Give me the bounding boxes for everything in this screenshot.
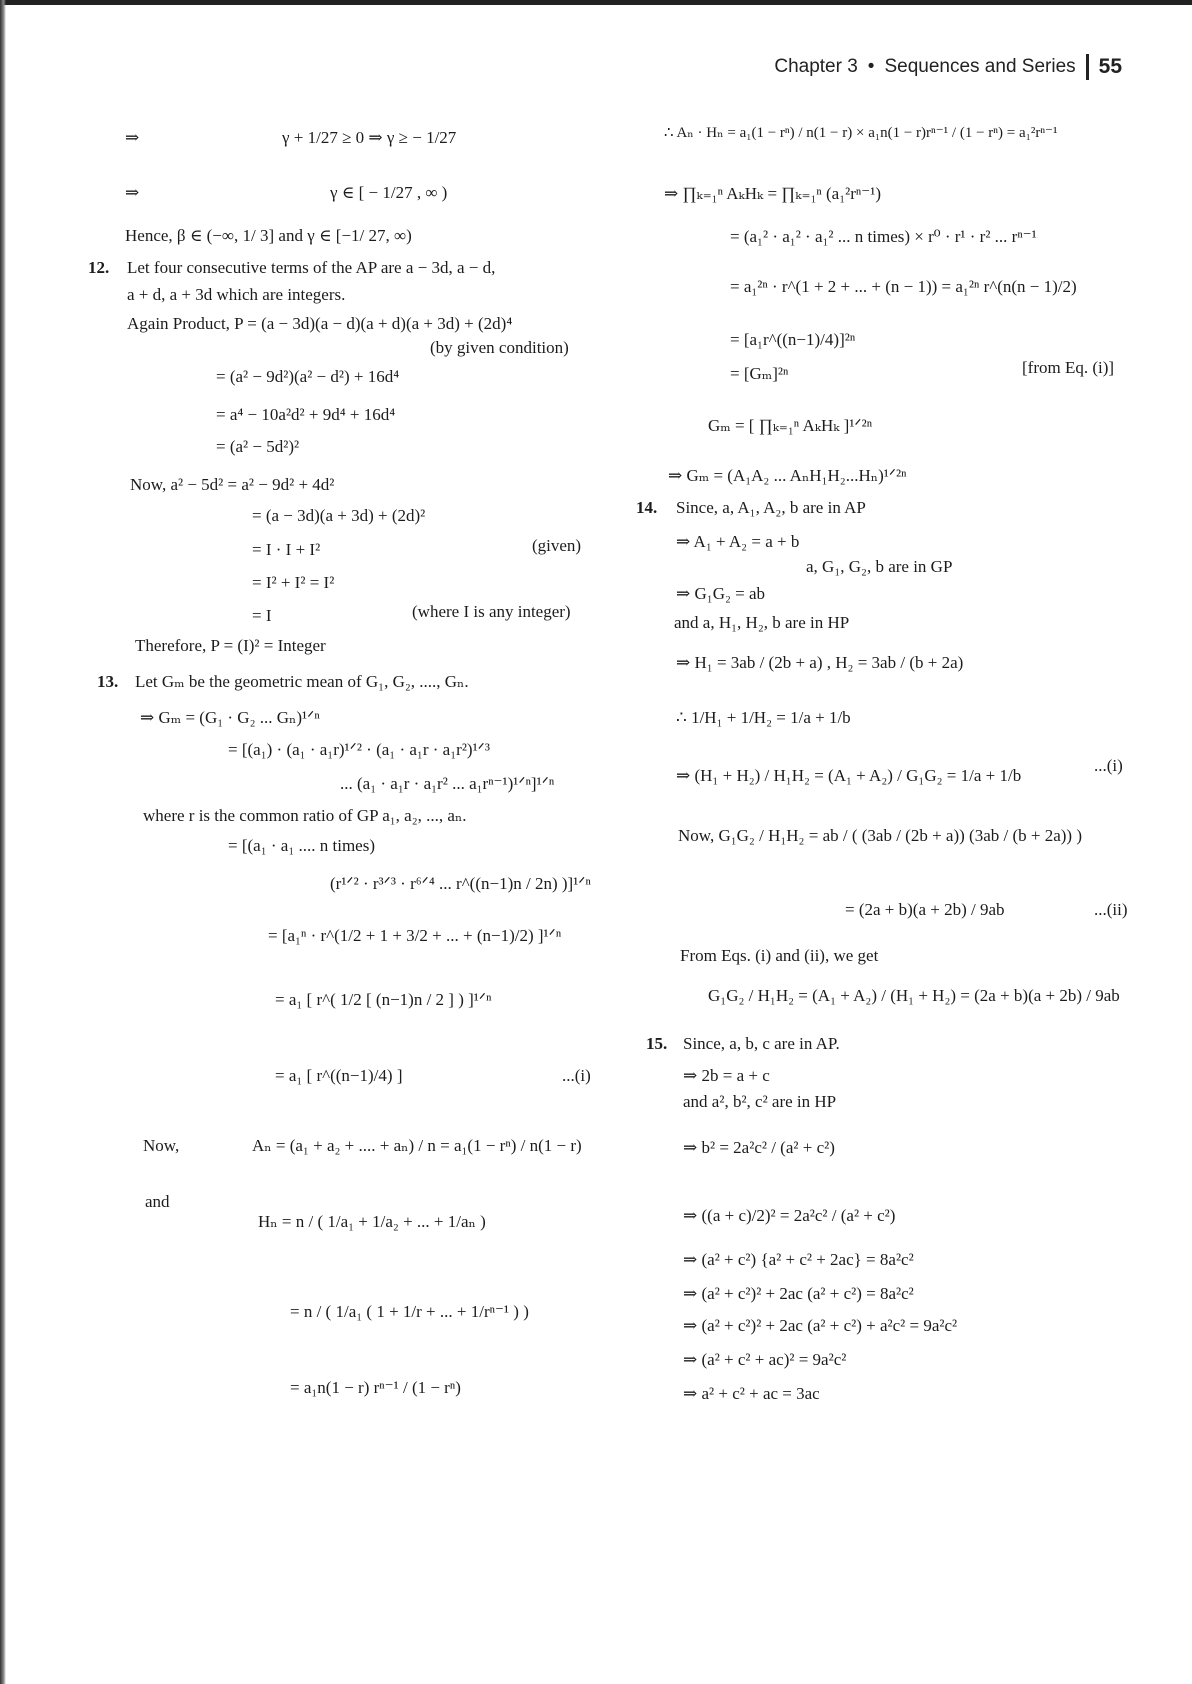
equation-line: = a₁²ⁿ · r^(1 + 2 + ... + (n − 1)) = a₁²ⁿ r^(n(n − 1)/2) xyxy=(730,277,1077,296)
header-divider xyxy=(1086,54,1089,80)
page-number: 55 xyxy=(1098,55,1122,78)
equation-line: ⇒ G₁G₂ = ab xyxy=(676,584,766,603)
equation-line: ⇒ (a² + c²)² + 2ac (a² + c²) = 8a²c² xyxy=(683,1284,914,1303)
equation-tag: ...(i) xyxy=(562,1066,591,1085)
text-line: a, G₁, G₂, b are in GP xyxy=(806,557,953,576)
equation-line: Now, a² − 5d² = a² − 9d² + 4d² xyxy=(130,475,335,494)
text-line: and a², b², c² are in HP xyxy=(683,1092,837,1111)
equation-line: ⇒ ((a + c)/2)² = 2a²c² / (a² + c²) xyxy=(683,1206,896,1225)
text-line: Now, xyxy=(143,1136,180,1155)
equation-line: = [a₁ⁿ · r^(1/2 + 1 + 3/2 + ... + (n−1)/2) ]¹ᐟⁿ xyxy=(268,926,562,945)
equation-line: Now, G₁G₂ / H₁H₂ = ab / ( (3ab / (2b + a)) (3ab / (b + 2a)) ) xyxy=(678,826,1083,845)
equation-tag: (where I is any integer) xyxy=(412,602,571,621)
equation-line: G₁G₂ / H₁H₂ = (A₁ + A₂) / (H₁ + H₂) = (2a + b)(a + 2b) / 9ab xyxy=(708,986,1120,1005)
equation-line: = (a² − 5d²)² xyxy=(216,437,300,456)
text-line: Let Gₘ be the geometric mean of G₁, G₂, ...., Gₙ. xyxy=(135,672,469,691)
text-line: Hence, β ∈ (−∞, 1/ 3] and γ ∈ [−1/ 27, ∞) xyxy=(125,226,412,245)
equation-line: = a₁ [ r^((n−1)/4) ] xyxy=(275,1066,403,1085)
text-line: Let four consecutive terms of the AP are a − 3d, a − d, xyxy=(127,258,496,277)
equation-line: γ ∈ [ − 1/27 , ∞ ) xyxy=(330,183,448,202)
page-top-edge xyxy=(0,0,1192,5)
text-line: and a, H₁, H₂, b are in HP xyxy=(674,613,850,632)
text-line: Since, a, A₁, A₂, b are in AP xyxy=(676,498,866,517)
text-line: Since, a, b, c are in AP. xyxy=(683,1034,840,1053)
equation-line: ∴ 1/H₁ + 1/H₂ = 1/a + 1/b xyxy=(676,708,851,727)
equation-line: ⇒ (a² + c²)² + 2ac (a² + c²) + a²c² = 9a²c² xyxy=(683,1316,958,1335)
equation-tag: ...(i) xyxy=(1094,756,1123,775)
equation-line: ∴ Aₙ · Hₙ = a₁(1 − rⁿ) / n(1 − r) × a₁n(1 − r)rⁿ⁻¹ / (1 − rⁿ) = a₁²rⁿ⁻¹ xyxy=(664,125,1058,141)
equation-line: = (a₁² · a₁² · a₁² ... n times) × r⁰ · r¹ · r² ... rⁿ⁻¹ xyxy=(730,227,1037,246)
equation-line: ⇒ ∏ₖ₌₁ⁿ AₖHₖ = ∏ₖ₌₁ⁿ (a₁²rⁿ⁻¹) xyxy=(664,184,881,203)
chapter-title: Sequences and Series xyxy=(884,56,1076,77)
equation-line: ⇒ Gₘ = (G₁ · G₂ ... Gₙ)¹ᐟⁿ xyxy=(140,708,320,727)
question-number: 15. xyxy=(646,1034,668,1053)
equation-line: = [(a₁ · a₁ .... n times) xyxy=(228,836,376,855)
equation-line: Hₙ = n / ( 1/a₁ + 1/a₂ + ... + 1/aₙ ) xyxy=(258,1212,486,1231)
equation-line: ⇒ 2b = a + c xyxy=(683,1066,770,1085)
equation-line: = a₁ [ r^( 1/2 [ (n−1)n / 2 ] ) ]¹ᐟⁿ xyxy=(275,990,492,1009)
equation-tag: [from Eq. (i)] xyxy=(1022,358,1115,377)
equation-line: = I² + I² = I² xyxy=(252,573,335,592)
text-line: where r is the common ratio of GP a₁, a₂, ..., aₙ. xyxy=(143,806,467,825)
text-line: Again Product, P = (a − 3d)(a − d)(a + d)(a + 3d) + (2d)⁴ xyxy=(127,314,513,333)
text-line: (by given condition) xyxy=(430,338,569,357)
equation-line: Aₙ = (a₁ + a₂ + .... + aₙ) / n = a₁(1 − rⁿ) / n(1 − r) xyxy=(252,1136,582,1155)
arrow-symbol: ⇒ xyxy=(125,183,140,202)
equation-line: ⇒ a² + c² + ac = 3ac xyxy=(683,1384,820,1403)
text-line: a + d, a + 3d which are integers. xyxy=(127,285,346,304)
equation-line: = [a₁r^((n−1)/4)]²ⁿ xyxy=(730,330,856,349)
equation-line: ⇒ (a² + c² + ac)² = 9a²c² xyxy=(683,1350,847,1369)
equation-line: ⇒ Gₘ = (A₁A₂ ... AₙH₁H₂...Hₙ)¹ᐟ²ⁿ xyxy=(668,466,907,485)
equation-line: = I xyxy=(252,606,272,625)
equation-line: = (2a + b)(a + 2b) / 9ab xyxy=(845,900,1005,919)
equation-line: = [Gₘ]²ⁿ xyxy=(730,364,789,383)
equation-line: = a⁴ − 10a²d² + 9d⁴ + 16d⁴ xyxy=(216,405,396,424)
question-number: 12. xyxy=(88,258,110,277)
equation-line: ⇒ A₁ + A₂ = a + b xyxy=(676,532,800,551)
equation-line: ⇒ H₁ = 3ab / (2b + a) , H₂ = 3ab / (b + 2a) xyxy=(676,653,964,672)
equation-line: = (a − 3d)(a + 3d) + (2d)² xyxy=(252,506,426,525)
equation-tag: ...(ii) xyxy=(1094,900,1128,919)
equation-line: ... (a₁ · a₁r · a₁r² ... a₁rⁿ⁻¹)¹ᐟⁿ]¹ᐟⁿ xyxy=(340,774,555,793)
equation-tag: (given) xyxy=(532,536,582,555)
page-left-edge xyxy=(0,0,6,1684)
text-line: and xyxy=(145,1192,170,1211)
equation-line: = [(a₁) · (a₁ · a₁r)¹ᐟ² · (a₁ · a₁r · a₁r²)¹ᐟ³ xyxy=(228,740,490,759)
chapter-label: Chapter 3 xyxy=(774,56,858,77)
equation-line: = n / ( 1/a₁ ( 1 + 1/r + ... + 1/rⁿ⁻¹ ) ) xyxy=(290,1302,529,1321)
running-header xyxy=(774,54,1122,80)
text-line: Therefore, P = (I)² = Integer xyxy=(135,636,326,655)
equation-line: (r¹ᐟ² · r³ᐟ³ · r⁶ᐟ⁴ ... r^((n−1)n / 2n) )]¹ᐟⁿ xyxy=(330,874,591,893)
question-number: 13. xyxy=(97,672,119,691)
equation-line: ⇒ b² = 2a²c² / (a² + c²) xyxy=(683,1138,835,1157)
equation-line: Gₘ = [ ∏ₖ₌₁ⁿ AₖHₖ ]¹ᐟ²ⁿ xyxy=(708,416,873,435)
equation-line: = I · I + I² xyxy=(252,540,321,559)
equation-line: ⇒ (H₁ + H₂) / H₁H₂ = (A₁ + A₂) / G₁G₂ = 1/a + 1/b xyxy=(676,766,1022,785)
equation-line: γ + 1/27 ≥ 0 ⇒ γ ≥ − 1/27 xyxy=(282,128,457,147)
text-line: From Eqs. (i) and (ii), we get xyxy=(680,946,879,965)
equation-line: ⇒ (a² + c²) {a² + c² + 2ac} = 8a²c² xyxy=(683,1250,914,1269)
question-number: 14. xyxy=(636,498,658,517)
arrow-symbol: ⇒ xyxy=(125,128,140,147)
header-bullet: • xyxy=(867,56,875,77)
equation-line: = a₁n(1 − r) rⁿ⁻¹ / (1 − rⁿ) xyxy=(290,1378,461,1397)
equation-line: = (a² − 9d²)(a² − d²) + 16d⁴ xyxy=(216,367,400,386)
